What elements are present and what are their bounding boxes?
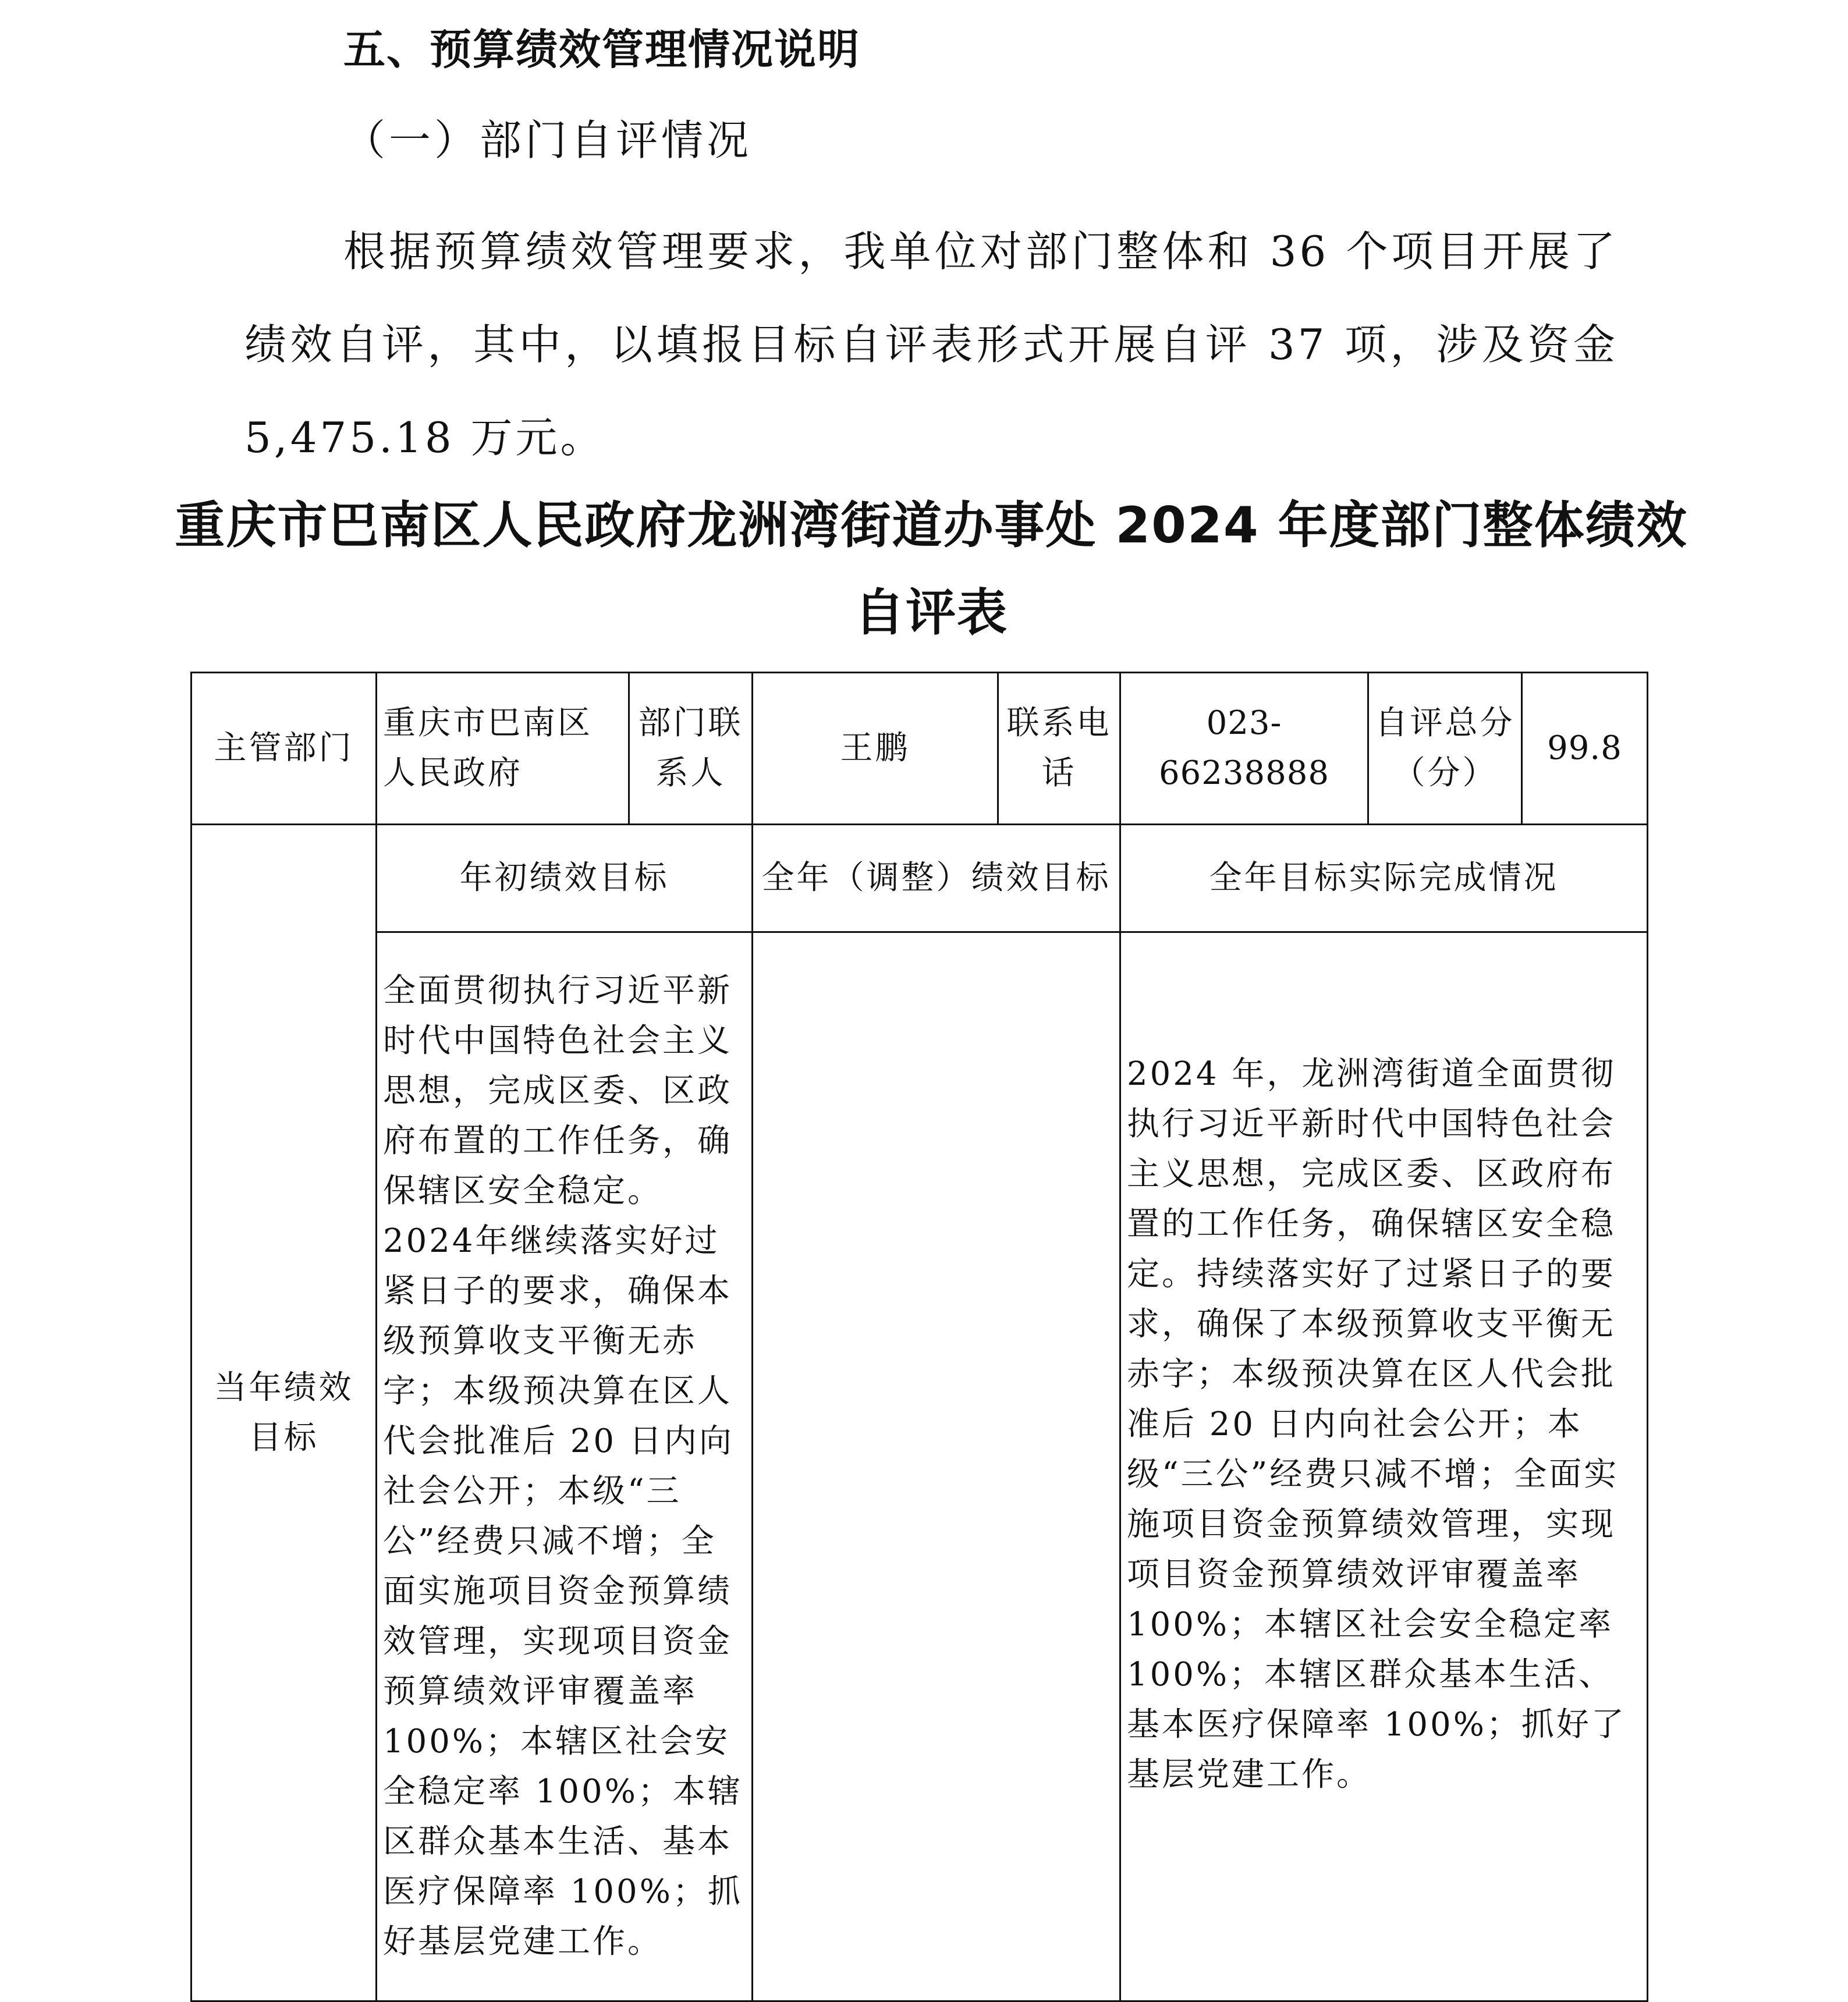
intro-paragraph: 根据预算绩效管理要求，我单位对部门整体和 36 个项目开展了绩效自评，其中，以填报目标自评表形式开展自评 37 项，涉及资金 5,475.18 万元。 [244,227,1618,462]
self-evaluation-table [190,672,1648,2002]
actual-header-cell: 全年目标实际完成情况 [1120,825,1648,932]
phone-value-cell: 023-66238888 [1120,673,1368,825]
score-label-cell: 自评总分（分） [1368,673,1522,825]
goal-content-row [191,932,1648,2001]
actual-text-cell: 2024 年，龙洲湾街道全面贯彻执行习近平新时代中国特色社会主义思想，完成区委、区政府布置的工作任务，确保辖区安全稳定。持续落实好了过紧日子的要求，确保了本级预算收支平衡无赤字；本级预决算在区人代会批准后 20 日内向社会公开；本级“三公”经费只减不增；全面实施项目资金预算绩效管理，实现项目资金预算绩效评审覆盖率 100%；本辖区社会安全稳定率 100%；本辖区群众基本生活、基本医疗保障率 100%；抓好了基层党建工作。 [1120,932,1648,2001]
initial-goal-text-cell: 全面贯彻执行习近平新时代中国特色社会主义思想，完成区委、区政府布置的工作任务，确保辖区安全稳定。2024年继续落实好过紧日子的要求，确保本级预算收支平衡无赤字；本级预决算在区人代会批准后 20 日内向社会公开；本级“三公”经费只减不增；全面实施项目资金预算绩效管理，实现项目资金预算绩效评审覆盖率 100%；本辖区社会安全稳定率 100%；本辖区群众基本生活、基本医疗保障率 100%；抓好基层党建工作。 [377,932,753,2001]
dept-label-cell: 主管部门 [191,673,377,825]
goal-row-label-cell: 当年绩效目标 [191,825,377,2001]
contact-value-cell: 王鹏 [753,673,998,825]
table-title: 重庆市巴南区人民政府龙洲湾街道办事处 2024 年度部门整体绩效自评表 [175,496,1688,642]
initial-goal-header-cell: 年初绩效目标 [377,825,753,932]
section-heading: 五、预算绩效管理情况说明 [343,25,861,74]
goal-columns-row [191,825,1648,932]
dept-value-cell: 重庆市巴南区人民政府 [377,673,629,825]
adjusted-goal-text-cell [753,932,1120,2001]
sub-heading: （一）部门自评情况 [343,116,753,165]
adjusted-goal-header-cell: 全年（调整）绩效目标 [753,825,1120,932]
phone-label-cell: 联系电话 [998,673,1120,825]
table-header-row [191,673,1648,825]
score-value-cell: 99.8 [1522,673,1648,825]
contact-label-cell: 部门联系人 [629,673,753,825]
